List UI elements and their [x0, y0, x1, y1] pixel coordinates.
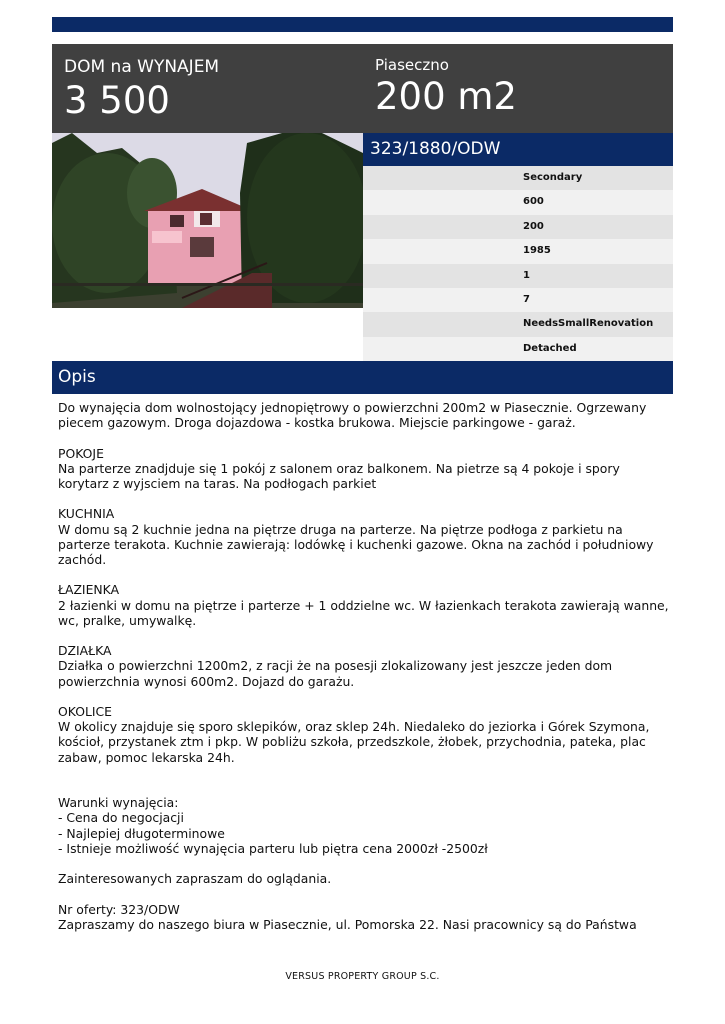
- section-text-okolice: W okolicy znajduje się sporo sklepików, oraz sklep 24h. Niedaleko do jeziorka i Górek Szymona, kościoł, przystanek ztm i pkp. W pobliżu szkoła, przedszkole, żłobek, przychodnia, pateka, plac zabaw, pomoc lekarska 24h.: [58, 719, 650, 765]
- invite-text: Zainteresowanych zapraszam do oglądania.: [58, 871, 332, 887]
- reference-number: 323/1880/ODW: [363, 133, 673, 166]
- offer-number: Nr oferty: 323/ODW: [58, 901, 180, 917]
- detail-row: 1: [363, 264, 673, 288]
- detail-row: 200: [363, 215, 673, 239]
- header-right: [375, 56, 517, 118]
- terms-item: - Istnieje możliwość wynajęcia parteru lub piętra cena 2000zł -2500zł: [58, 840, 488, 856]
- description-intro: Do wynajęcia dom wolnostojący jednopiętrowy o powierzchni 200m2 w Piasecznie. Ogrzewany piecem gazowym. Droga dojazdowa - kostka brukowa. Miejscie parkingowe - garaż.: [58, 400, 647, 431]
- listing-city: Piaseczno: [375, 56, 449, 74]
- top-accent-bar: [52, 17, 673, 32]
- detail-row: NeedsSmallRenovation: [363, 312, 673, 336]
- detail-row: 7: [363, 288, 673, 312]
- section-text-dzialka: Działka o powierzchni 1200m2, z racji że na posesji zlokalizowany jest jeszcze jeden dom powierzchnia wynosi 600m2. Dojazd do garażu.: [58, 658, 613, 689]
- section-heading-lazienka: ŁAZIENKA: [58, 582, 120, 598]
- details-table: [363, 166, 673, 361]
- listing-type: DOM na WYNAJEM: [64, 57, 220, 77]
- listing-header: [52, 44, 673, 133]
- detail-row: 600: [363, 190, 673, 214]
- terms-heading: Warunki wynajęcia:: [58, 795, 179, 811]
- footer-company: VERSUS PROPERTY GROUP S.C.: [285, 971, 440, 982]
- section-text-pokoje: Na parterze znadjduje się 1 pokój z salonem oraz balkonem. Na pietrze są 4 pokoje i spory korytarz z wyjsciem na taras. Na podłogach parkiet: [58, 460, 620, 491]
- detail-row: 1985: [363, 239, 673, 263]
- house-photo: [52, 133, 363, 308]
- house-photo-image: [52, 133, 363, 308]
- listing-area: 200 m2: [375, 75, 517, 118]
- header-left: [64, 56, 219, 122]
- listing-price: 3 500: [64, 79, 170, 122]
- section-text-kuchnia: W domu są 2 kuchnie jedna na piętrze druga na parterze. Na piętrze podłoga z parkietu na parterze terakota. Kuchnie zawierają: lodówkę i kuchenki gazowe. Okna na zachód i południowy zachód.: [58, 521, 654, 567]
- section-text-lazienka: 2 łazienki w domu na piętrze i parterze + 1 oddzielne wc. W łazienkach terakota zawierają wanne, wc, pralke, umywalkę.: [58, 597, 669, 628]
- terms-item: - Cena do negocjacji: [58, 810, 184, 826]
- detail-row: Detached: [363, 337, 673, 361]
- section-heading-kuchnia: KUCHNIA: [58, 506, 115, 522]
- description-body: [58, 400, 670, 932]
- detail-row: Secondary: [363, 166, 673, 190]
- description-title: Opis: [52, 361, 673, 394]
- section-heading-dzialka: DZIAŁKA: [58, 643, 112, 659]
- office-text: Zapraszamy do naszego biura w Piasecznie, ul. Pomorska 22. Nasi pracownicy są do Państwa: [58, 916, 637, 932]
- section-heading-pokoje: POKOJE: [58, 445, 104, 461]
- terms-item: - Najlepiej długoterminowe: [58, 825, 225, 841]
- section-heading-okolice: OKOLICE: [58, 703, 112, 719]
